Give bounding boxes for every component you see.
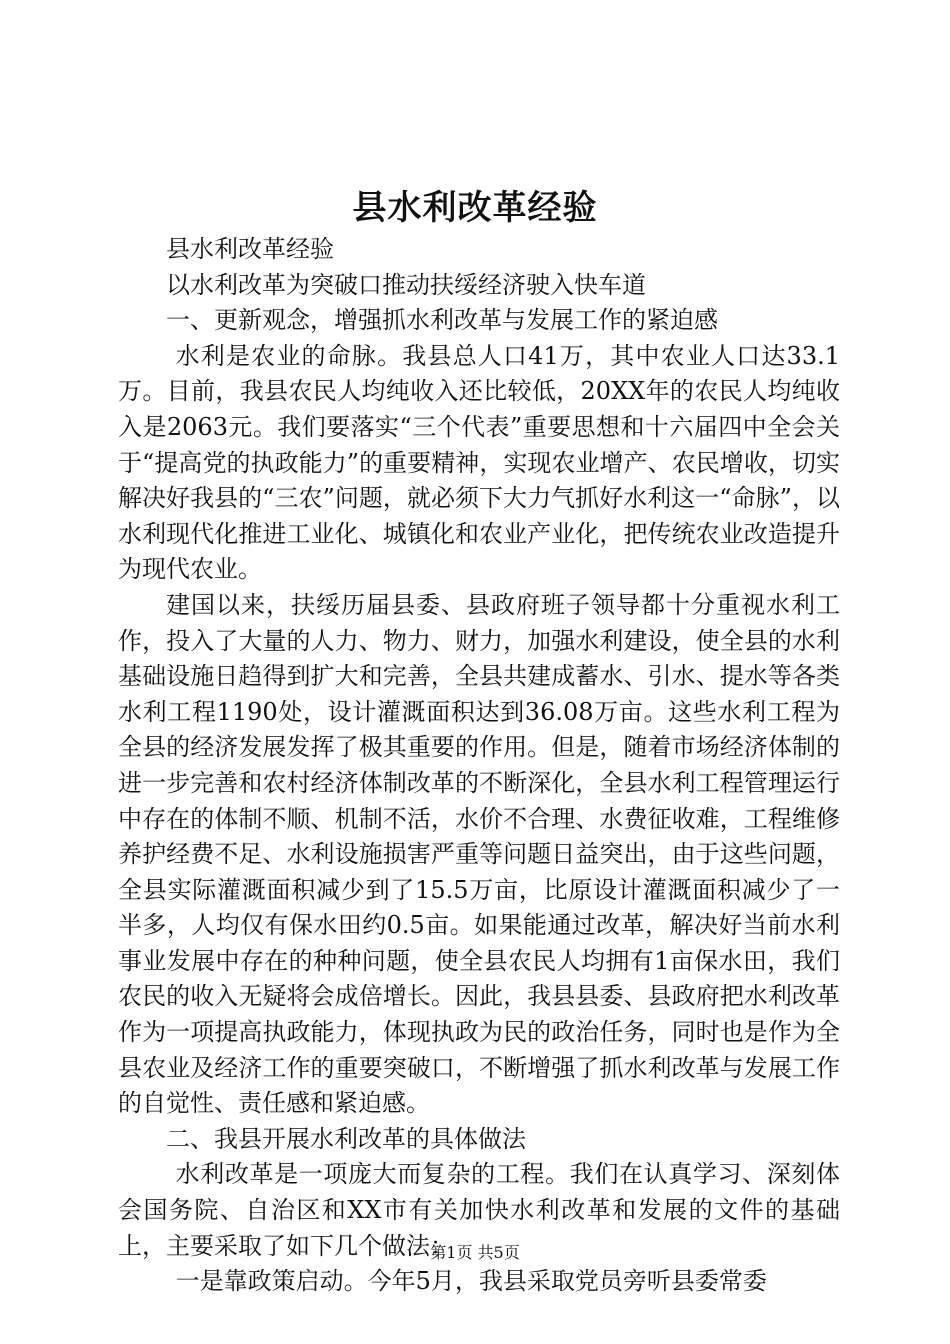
section-heading-1: 一、更新观念，增强抓水利改革与发展工作的紧迫感 [166, 306, 718, 335]
paragraph-body: 水利是农业的命脉。我县总人口41万，其中农业人口达33.1万。目前，我县农民人均纯收入还比较低，20XX年的农民人均纯收入是2063元。我们要落实“三个代表”重要思想和十六届四中全会关于“提高党的执政能力”的重要精神，实现农业增产、农民增收，切实解决好我县的“三农”问题，就必须下大力气抓好水利这一“命脉”，以水利现代化推进工业化、城镇化和农业产业化，把传统农业改造提升为现代农业。 [118, 341, 840, 584]
paragraph-body: 建国以来，扶绥历届县委、县政府班子领导都十分重视水利工作，投入了大量的人力、物力、财力，加强水利建设，使全县的水利基础设施日趋得到扩大和完善，全县共建成蓄水、引水、提水等各类水利工程1190处，设计灌溉面积达到36.08万亩。这些水利工程为全县的经济发展发挥了极其重要的作用。但是，随着市场经济体制的进一步完善和农村经济体制改革的不断深化，全县水利工程管理运行中存在的体制不顺、机制不活，水价不合理、水费征收难，工程维修养护经费不足、水利设施损害严重等问题日益突出，由于这些问题，全县实际灌溉面积减少到了15.5万亩，比原设计灌溉面积减少了一半多，人均仅有保水田约0.5亩。如果能通过改革，解决好当前水利事业发展中存在的种种问题，使全县农民人均拥有1亩保水田，我们农民的收入无疑将会成倍增长。因此，我县县委、县政府把水利改革作为一项提高执政能力，体现执政为民的政治任务，同时也是作为全县农业及经济工作的重要突破口，不断增强了抓水利改革与发展工作的自觉性、责任感和紧迫感。 [118, 590, 840, 1118]
document-title: 县水利改革经验 [352, 188, 598, 228]
paragraph-headline: 以水利改革为突破口推动扶绥经济驶入快车道 [166, 270, 646, 299]
paragraph-body: 一是靠政策启动。今年5月，我县采取党员旁听县委常委 [175, 1267, 767, 1296]
document-body [118, 232, 840, 1300]
section-heading-2: 二、我县开展水利改革的具体做法 [166, 1124, 526, 1153]
paragraph-body: 水利改革是一项庞大而复杂的工程。我们在认真学习、深刻体会国务院、自治区和XX市有关加快水利改革和发展的文件的基础上，主要采取了如下几个做法： [118, 1160, 840, 1260]
page-number-footer: 第1页 共5页 [430, 1243, 520, 1262]
paragraph-subtitle: 县水利改革经验 [166, 235, 334, 263]
